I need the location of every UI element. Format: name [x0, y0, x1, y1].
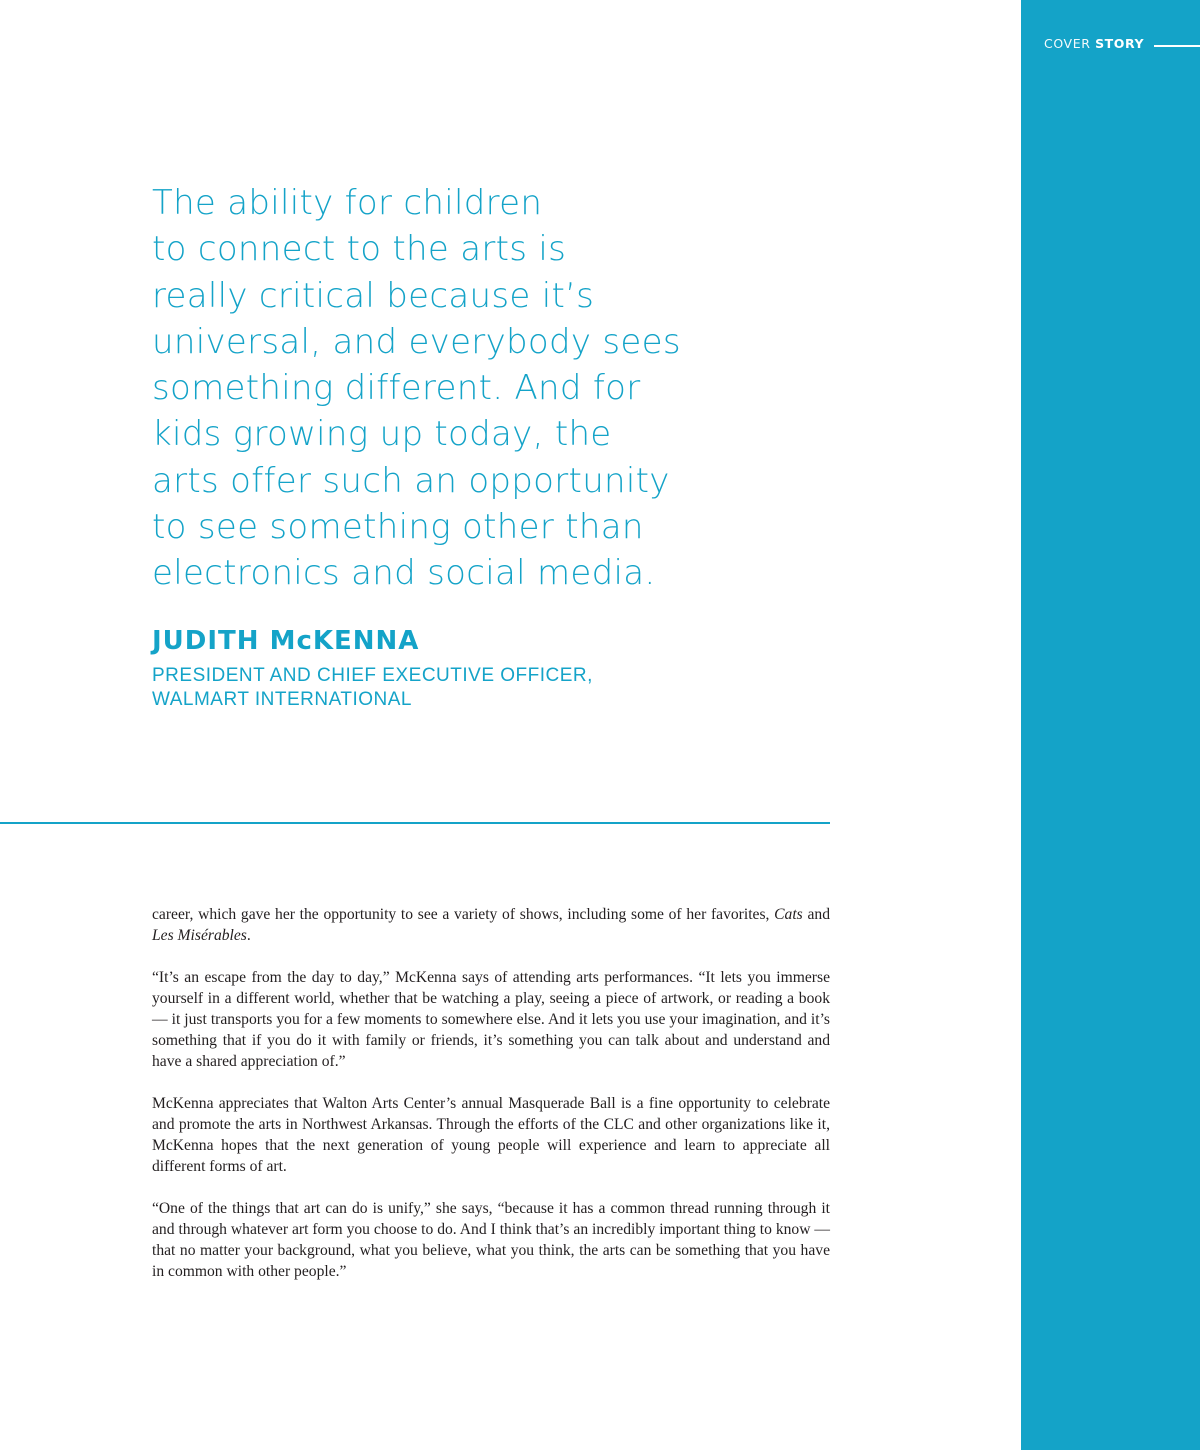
pull-quote-line: kids growing up today, the	[152, 414, 612, 455]
quote-attribution-title	[152, 664, 593, 712]
section-label-rule	[1154, 45, 1200, 47]
show-title-cats: Cats	[774, 906, 803, 923]
pull-quote-line: The ability for children	[152, 183, 543, 223]
pull-quote-line: electronics and social media.	[152, 553, 656, 594]
pull-quote-line: to connect to the arts is	[152, 229, 567, 270]
pull-quote-line: universal, and everybody sees	[152, 321, 681, 362]
section-divider	[0, 822, 830, 824]
body-paragraph: McKenna appreciates that Walton Arts Center’s annual Masquerade Ball is a fine opportunity to celebrate and promote the arts in Northwest Arkansas. Through the efforts of the CLC and other organizations like it, McKenna hopes that the next generation of young people will experience and learn to appreciate all different forms of art.	[152, 1095, 830, 1175]
side-color-bar	[1021, 0, 1200, 1450]
section-label	[1044, 36, 1200, 51]
body-paragraph	[152, 904, 830, 946]
section-label-story: STORY	[1095, 36, 1145, 51]
section-label-cover: COVER	[1044, 36, 1096, 51]
pull-quote-line: something different. And for	[152, 368, 641, 409]
body-text-run: and	[802, 906, 830, 923]
body-paragraph: “One of the things that art can do is unify,” she says, “because it has a common thread running through it and through whatever art form you choose to do. And I think that’s an incredibly important thing to know — that no matter your background, what you believe, what you think, the arts can be something that you have in common with other people.”	[152, 1200, 830, 1280]
article-body	[152, 904, 830, 1303]
body-text-run: career, which gave her the opportunity to see a variety of shows, including some of her favorites,	[152, 906, 775, 923]
pull-quote-line: arts offer such an opportunity	[152, 460, 670, 501]
body-paragraph: “It’s an escape from the day to day,” McKenna says of attending arts performances. “It lets you immerse yourself in a different world, whether that be watching a play, seeing a piece of artwork, or reading a book — it just transports you for a few moments to somewhere else. And it lets you use your imagination, and it’s something that if you do it with family or friends, it’s something you can talk about and understand and have a shared appreciation of.”	[152, 969, 830, 1070]
show-title-les-miserables: Les Misérables	[152, 927, 247, 944]
attribution-title-line: PRESIDENT AND CHIEF EXECUTIVE OFFICER,	[152, 665, 593, 686]
pull-quote-line: really critical because it’s	[152, 275, 595, 316]
quote-attribution-name: JUDITH McKENNA	[152, 626, 420, 656]
body-text-run: .	[246, 927, 251, 944]
pull-quote	[152, 180, 732, 597]
pull-quote-line: to see something other than	[152, 507, 644, 548]
attribution-title-line: WALMART INTERNATIONAL	[152, 689, 412, 710]
